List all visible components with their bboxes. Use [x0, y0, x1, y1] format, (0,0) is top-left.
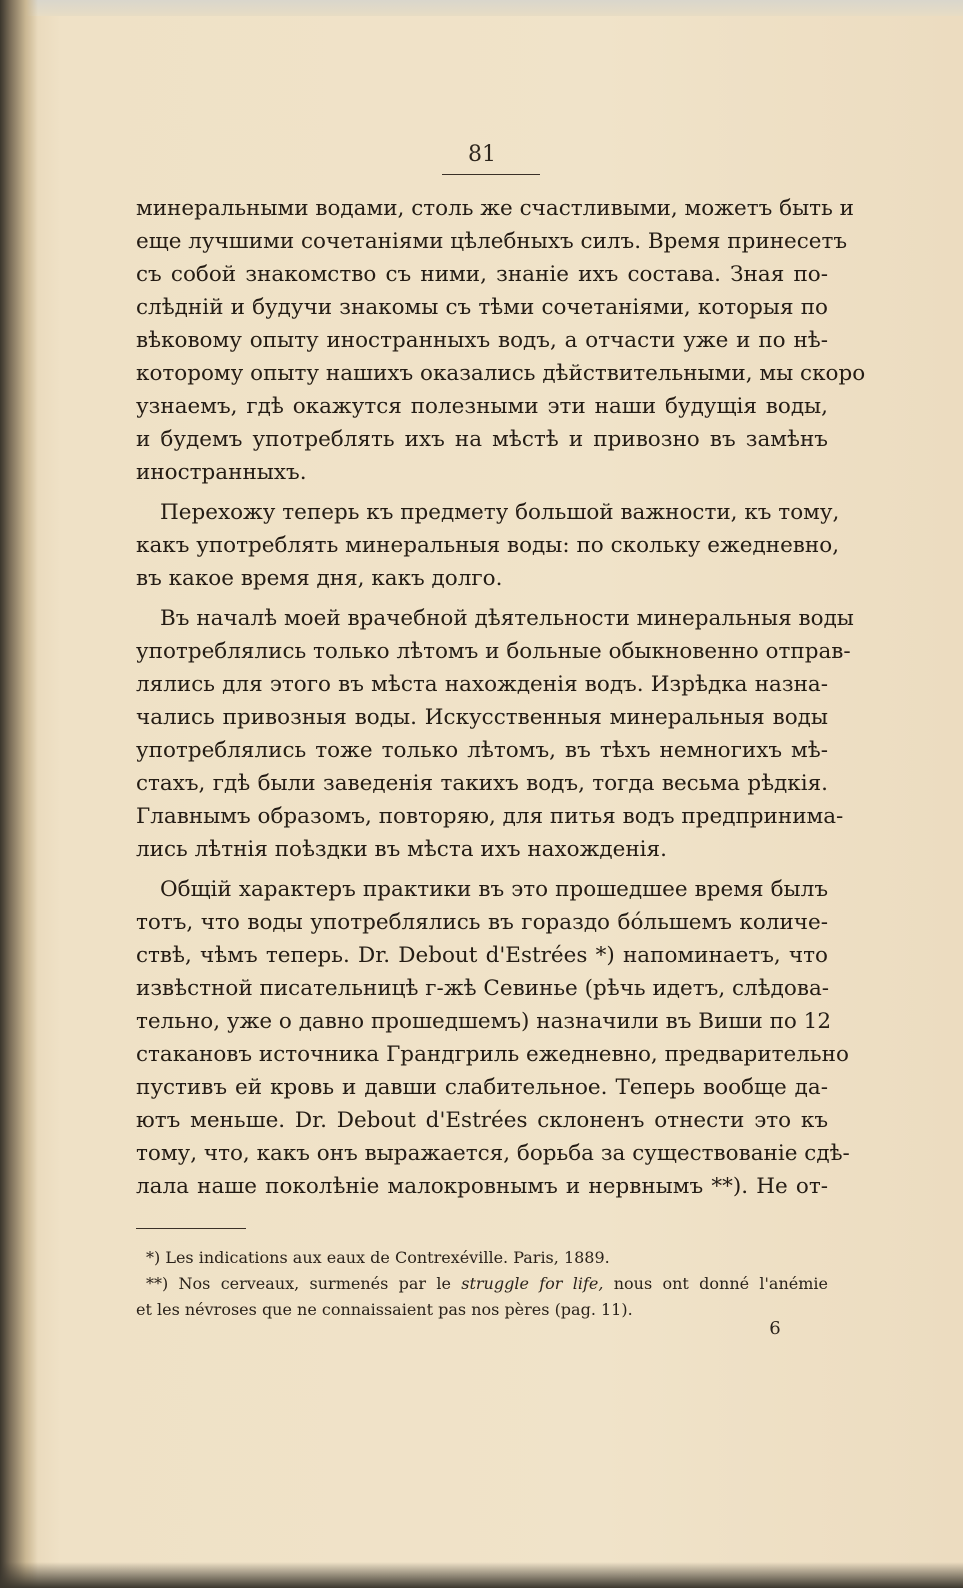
text-line: чались привозныя воды. Искусственныя минеральныя воды: [136, 705, 828, 730]
text-line: стакановъ источника Грандгриль ежедневно, предварительно: [136, 1042, 849, 1067]
body-text: [136, 192, 866, 1210]
footnote-rule: [136, 1228, 246, 1229]
text-line: Главнымъ образомъ, повторяю, для питья водъ предпринима-: [136, 804, 844, 829]
footnote-2: [136, 1271, 828, 1297]
text-line: минеральными водами, столь же счастливыми, можетъ быть и: [136, 196, 854, 221]
footnote-2-text-a: **) Nos cerveaux, surmenés par le: [146, 1274, 462, 1293]
footnote-1: *) Les indications aux eaux de Contrexéville. Paris, 1889.: [146, 1248, 610, 1267]
text-line: тому, что, какъ онъ выражается, борьба за существованіе сдѣ-: [136, 1141, 850, 1166]
spine-shadow: [0, 0, 38, 1588]
page-number-rule: [442, 174, 540, 175]
text-line: употреблялись только лѣтомъ и больные обыкновенно отправ-: [136, 639, 851, 664]
text-line: Перехожу теперь къ предмету большой важности, къ тому,: [160, 500, 840, 525]
page-number: 81: [468, 142, 496, 167]
text-line: ствѣ, чѣмъ теперь. Dr. Debout d'Estrées *) напоминаетъ, что: [136, 943, 828, 968]
text-line: которому опыту нашихъ оказались дѣйствительными, мы скоро: [136, 361, 866, 386]
text-line: лала наше поколѣніе малокровнымъ и нервнымъ **). Не от-: [136, 1174, 828, 1199]
text-line: ютъ меньше. Dr. Debout d'Estrées склоненъ отнести это къ: [136, 1108, 828, 1133]
text-line: и будемъ употреблять ихъ на мѣстѣ и привозно въ замѣнъ: [136, 427, 828, 452]
text-line: тотъ, что воды употреблялись въ гораздо бо́льшемъ количе-: [136, 910, 828, 935]
signature-mark: 6: [769, 1318, 781, 1339]
footnotes: [136, 1245, 828, 1323]
text-line: въ какое время дня, какъ долго.: [136, 566, 503, 591]
text-line: какъ употреблять минеральныя воды: по скольку ежедневно,: [136, 533, 840, 558]
text-line: извѣстной писательницѣ г-жѣ Севиньe (рѣчь идетъ, слѣдова-: [136, 976, 830, 1001]
text-line: лялись для этого въ мѣста нахожденія водъ. Изрѣдка назна-: [136, 672, 828, 697]
paragraph-1: [136, 192, 866, 489]
paragraph-4: [136, 873, 850, 1203]
text-line: употреблялись тоже только лѣтомъ, въ тѣхъ немногихъ мѣ-: [136, 738, 828, 763]
text-line: слѣдній и будучи знакомы съ тѣми сочетаніями, которыя по: [136, 295, 828, 320]
footnote-2-continuation: et les névroses que ne connaissaient pas nos pères (pag. 11).: [136, 1300, 633, 1319]
text-line: Въ началѣ моей врачебной дѣятельности минеральныя воды: [160, 606, 854, 631]
text-line: лись лѣтнія поѣздки въ мѣста ихъ нахожденія.: [136, 837, 667, 862]
footnote-2-text-b: nous ont donné l'anémie: [603, 1274, 829, 1293]
text-line: тельно, уже о давно прошедшемъ) назначили въ Виши по 12: [136, 1009, 832, 1034]
text-line: еще лучшими сочетаніями цѣлебныхъ силъ. Время принесетъ: [136, 229, 848, 254]
text-line: стахъ, гдѣ были заведенія такихъ водъ, тогда весьма рѣдкія.: [136, 771, 828, 796]
text-line: вѣковому опыту иностранныхъ водъ, а отчасти уже и по нѣ-: [136, 328, 828, 353]
paragraph-2: [136, 496, 840, 595]
text-line: съ собой знакомство съ ними, знаніе ихъ состава. Зная по-: [136, 262, 828, 287]
page-bottom-edge: [0, 1562, 963, 1588]
text-line: узнаемъ, гдѣ окажутся полезными эти наши будущія воды,: [136, 394, 828, 419]
text-line: пустивъ ей кровь и давши слабительное. Теперь вообще да-: [136, 1075, 828, 1100]
paragraph-3: [136, 602, 854, 866]
text-line: иностранныхъ.: [136, 460, 307, 485]
page-top-edge: [0, 0, 963, 16]
text-line: Общій характеръ практики въ это прошедшее время былъ: [160, 877, 828, 902]
footnote-2-italic: struggle for life,: [461, 1274, 604, 1293]
